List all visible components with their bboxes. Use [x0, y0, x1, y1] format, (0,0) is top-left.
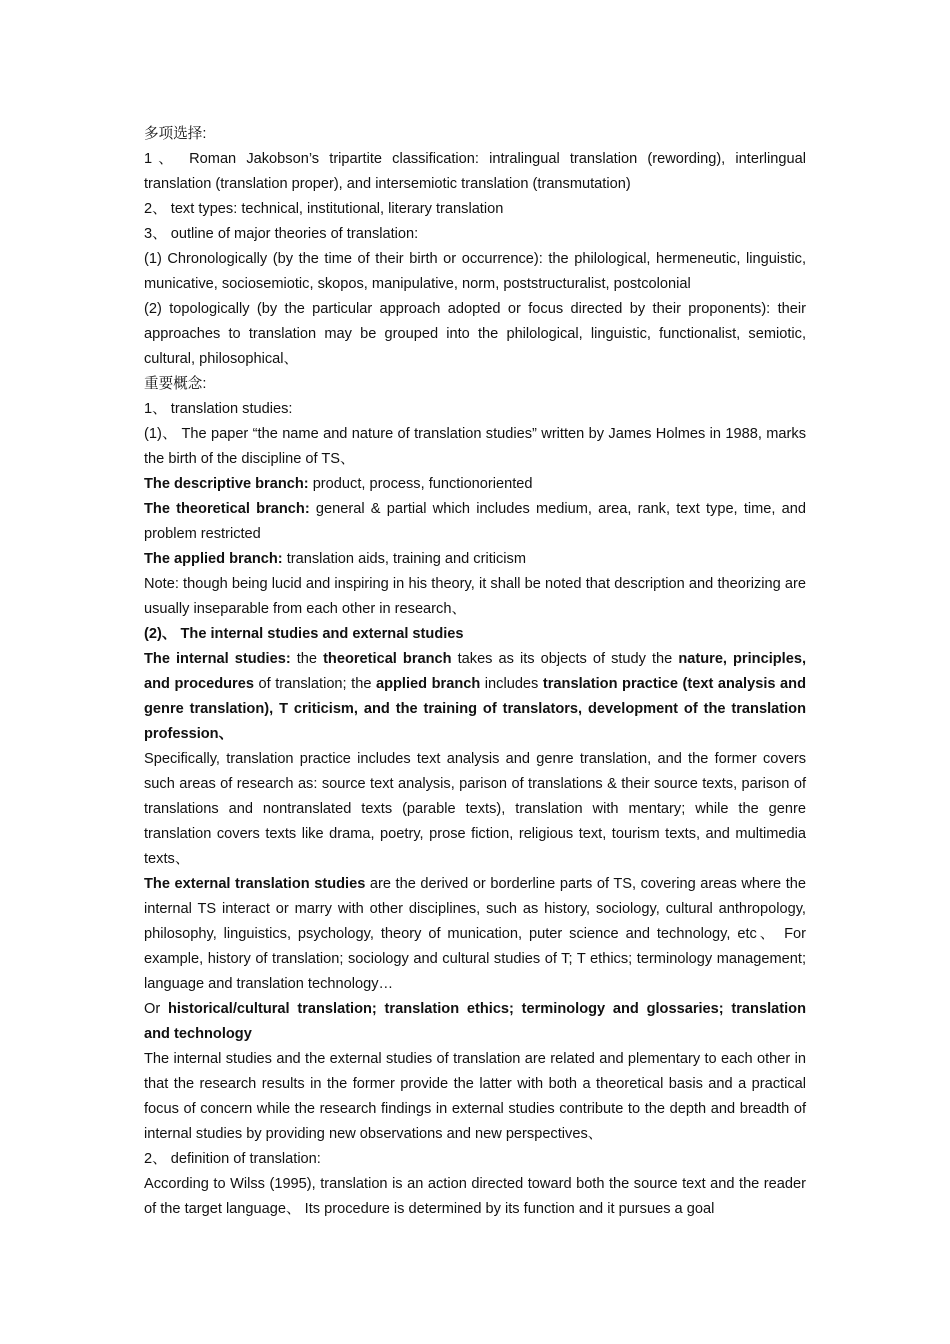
paragraph-text: includes [480, 676, 543, 692]
bold-term: applied branch [375, 676, 481, 692]
bold-term: The theoretical branch: [144, 501, 310, 517]
paragraph-text: takes as its objects of study the [451, 651, 679, 667]
paragraph-chronologically: (1) Chronologically (by the time of their birth or occurrence): the philological, hermeneutic, linguistic, municative, sociosemiotic, skopos, manipulative, norm, poststructuralist, postcolonial [144, 251, 806, 292]
paragraph-or [144, 997, 806, 1047]
paragraph-topologically: (2) topologically (by the particular approach adopted or focus directed by their proponents): their approaches to translation may be grouped into the philological, linguistic, functionalist, semiotic, cultural, philosophical、 [144, 301, 806, 367]
paragraph-holmes: (1)、 The paper “the name and nature of translation studies” written by James Holmes in 1988, marks the birth of the discipline of TS、 [144, 426, 806, 467]
bold-term: translation practice (text analysis and genre translation), T criticism, and the training of translators, development of the translation profession、 [144, 676, 806, 742]
paragraph-descriptive-branch [144, 472, 806, 497]
paragraph-text: of translation; the [253, 676, 376, 692]
bold-term: theoretical branch [323, 651, 452, 667]
document-page [144, 122, 806, 1222]
bold-term: nature, principles, and procedures [144, 651, 807, 692]
paragraph-applied-branch [144, 547, 806, 572]
bold-term: historical/cultural translation; translation ethics; terminology and glossaries; translation and technology [144, 1001, 806, 1042]
bold-term: The descriptive branch: [144, 476, 309, 492]
bold-term: The internal studies: [144, 651, 291, 667]
bold-heading: (2)、 The internal studies and external studies [144, 626, 464, 642]
paragraph-text: translation aids, training and criticism [282, 551, 526, 567]
paragraph-jakobson: 1、 Roman Jakobson’s tripartite classification: intralingual translation (rewording), interlingual translation (translation proper), and intersemiotic translation (transmutation) [144, 151, 806, 192]
bold-term: The applied branch: [144, 551, 283, 567]
paragraph-related: The internal studies and the external studies of translation are related and plementary to each other in that the research results in the former provide the latter with both a theoretical basis and a practical focus of concern while the research findings in external studies contribute to the depth and breadth of internal studies by providing new observations and new perspectives、 [144, 1051, 806, 1142]
paragraph-text: product, process, functionoriented [308, 476, 533, 492]
bold-term: The external translation studies [144, 876, 366, 892]
paragraph-external-studies [144, 872, 806, 997]
section-heading-key-concepts: 重要概念: [144, 376, 207, 392]
paragraph-translation-studies: 1、 translation studies: [144, 401, 293, 417]
paragraph-internal-external-heading [144, 622, 806, 647]
paragraph-outline: 3、 outline of major theories of translation: [144, 226, 419, 242]
paragraph-wilss: According to Wilss (1995), translation is an action directed toward both the source text and the reader of the target language、 Its procedure is determined by its function and it pursues a goal [144, 1176, 806, 1217]
paragraph-specifically: Specifically, translation practice includes text analysis and genre translation, and the former covers such areas of research as: source text analysis, parison of translations & their source texts, parison of translations and nontranslated texts (parable texts), translation with mentary; while the genre translation covers texts like drama, poetry, prose fiction, religious text, tourism texts, and multimedia texts、 [144, 751, 806, 867]
paragraph-text: general & partial which includes medium, area, rank, text type, time, and problem restricted [144, 501, 806, 542]
paragraph-text: the [290, 651, 324, 667]
section-heading-multiple-choice: 多项选择: [144, 126, 207, 142]
paragraph-text: are the derived or borderline parts of TS, covering areas where the internal TS interact or marry with other disciplines, such as history, sociology, cultural anthropology, philosophy, linguistics, psychology, theory of munication, puter science and technology, etc、 For example, history of translation; sociology and cultural studies of T; T ethics; terminology management; language and translation technology… [144, 876, 806, 992]
paragraph-text-types: 2、 text types: technical, institutional, literary translation [144, 201, 504, 217]
paragraph-note: Note: though being lucid and inspiring in his theory, it shall be noted that description and theorizing are usually inseparable from each other in research、 [144, 576, 806, 617]
paragraph-text: Or [144, 1001, 168, 1017]
paragraph-definition-heading: 2、 definition of translation: [144, 1151, 321, 1167]
paragraph-theoretical-branch [144, 497, 806, 547]
paragraph-internal-studies [144, 647, 806, 747]
